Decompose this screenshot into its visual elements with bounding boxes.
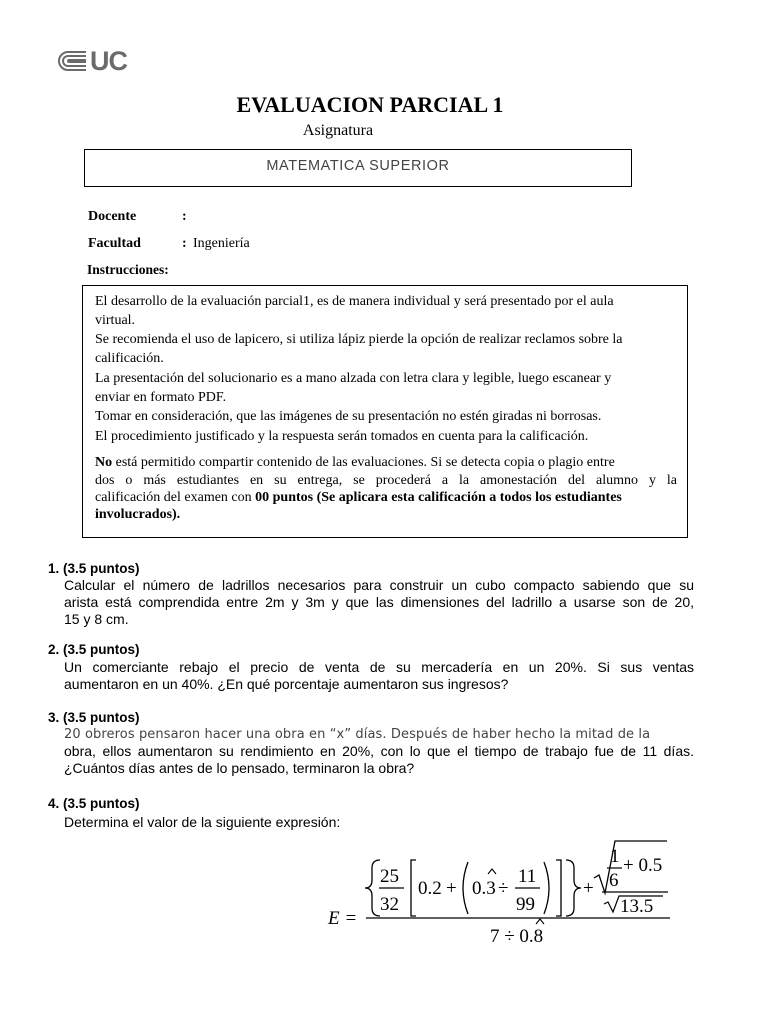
question-3-head: 3. (3.5 puntos) (48, 710, 140, 725)
page-subtitle: Asignatura (302, 122, 374, 139)
question-1-line: arista está comprendida entre 2m y 3m y que las dimensiones del ladrillo a usarse son de 20, (64, 594, 694, 610)
instruction-line: El procedimiento justificado y la respuesta serán tomados en cuenta para la calificación. (95, 429, 589, 444)
question-1-line: Calcular el número de ladrillos necesarios para construir un cubo compacto sabiendo que su (64, 577, 694, 593)
question-3-line: 20 obreros pensaron hacer una obra en “x” días. Después de haber hecho la mitad de la (64, 727, 651, 742)
warning-text: calificación del examen con (95, 490, 256, 505)
warning-line (95, 489, 677, 507)
uc-logo-icon (56, 50, 90, 72)
left-paren (463, 862, 468, 914)
formula-lhs: E = (328, 908, 358, 929)
formula-0-5: + 0.5 (623, 855, 663, 876)
facultad-value: Ingeniería (193, 236, 250, 251)
instruction-line: enviar en formato PDF. (95, 390, 227, 405)
docente-label: Docente (88, 209, 137, 224)
warning-no: No (95, 455, 113, 470)
formula-plus: + (446, 878, 457, 899)
facultad-colon: : (182, 236, 187, 251)
warning-text: está permitido compartir contenido de las evaluaciones. Si se detecta copia o plagio entre (112, 455, 615, 470)
math-expression (300, 828, 700, 1008)
repeat-hat-8 (536, 919, 544, 924)
formula-32: 32 (380, 894, 399, 915)
formula-25: 25 (380, 866, 399, 887)
instruction-line: La presentación del solucionario es a mano alzada con letra clara y legible, luego escanear y (95, 371, 612, 386)
formula-99: 99 (516, 894, 535, 915)
instrucciones-label: Instrucciones: (87, 262, 169, 277)
docente-colon: : (182, 209, 187, 224)
course-box (84, 149, 632, 187)
math-expression-svg (300, 828, 700, 1008)
formula-0-2: 0.2 (418, 878, 442, 899)
question-2-line: aumentaron en un 40%. ¿En qué porcentaje aumentaron sus ingresos? (64, 676, 509, 692)
course-name: MATEMATICA SUPERIOR (266, 158, 450, 174)
uc-logo-text: UC (90, 46, 127, 76)
left-brace (365, 860, 380, 916)
warning-penalty: 00 puntos (Se aplicara esta calificación a todos los estudiantes (255, 490, 622, 505)
question-3-line: obra, ellos aumentaron su rendimiento en 20%, con lo que el tiempo de trabajo fue de 11 días. (64, 743, 694, 759)
instruction-line: Tomar en consideración, que las imágenes de su presentación no estén giradas ni borrosas. (95, 409, 602, 424)
right-brace (566, 860, 581, 916)
question-3-line: ¿Cuántos días antes de lo pensado, terminaron la obra? (64, 760, 415, 776)
page-title: EVALUACION PARCIAL 1 (236, 92, 504, 117)
left-bracket (411, 860, 416, 916)
question-4-head: 4. (3.5 puntos) (48, 796, 140, 811)
question-1-line: 15 y 8 cm. (64, 611, 129, 627)
question-4-line: Determina el valor de la siguiente expresión: (64, 814, 341, 830)
formula-1: 1 (610, 846, 620, 867)
instruction-line: calificación. (95, 351, 164, 366)
formula-denominator: 7 ÷ 0.8 (490, 926, 544, 947)
repeat-hat-3 (488, 869, 496, 874)
warning-line: involucrados). (95, 507, 181, 522)
instruction-line: El desarrollo de la evaluación parcial1, es de manera individual y será presentado por el aula (95, 294, 614, 309)
uc-logo (56, 46, 146, 78)
formula-6: 6 (609, 870, 619, 891)
formula-div: ÷ (498, 878, 509, 899)
formula-11: 11 (518, 866, 537, 887)
instructions-box (82, 285, 688, 538)
right-bracket (556, 860, 561, 916)
right-paren (544, 862, 549, 914)
instruction-line: Se recomienda el uso de lapicero, si utiliza lápiz pierde la opción de realizar reclamos sobre la (95, 332, 623, 347)
formula-0-3: 0.3 (472, 878, 496, 899)
facultad-label: Facultad (88, 236, 141, 251)
question-2-line: Un comerciante rebajo el precio de venta de su mercadería en un 20%. Si sus ventas (64, 659, 694, 675)
warning-line (95, 454, 677, 472)
warning-line: dos o más estudiantes en su entrega, se procederá a la amonestación del alumno y la (95, 473, 677, 488)
question-1-head: 1. (3.5 puntos) (48, 561, 140, 576)
formula-plus-2: + (583, 878, 594, 899)
formula-13-5: 13.5 (620, 896, 654, 917)
instruction-line: virtual. (95, 313, 136, 328)
question-2-head: 2. (3.5 puntos) (48, 642, 140, 657)
